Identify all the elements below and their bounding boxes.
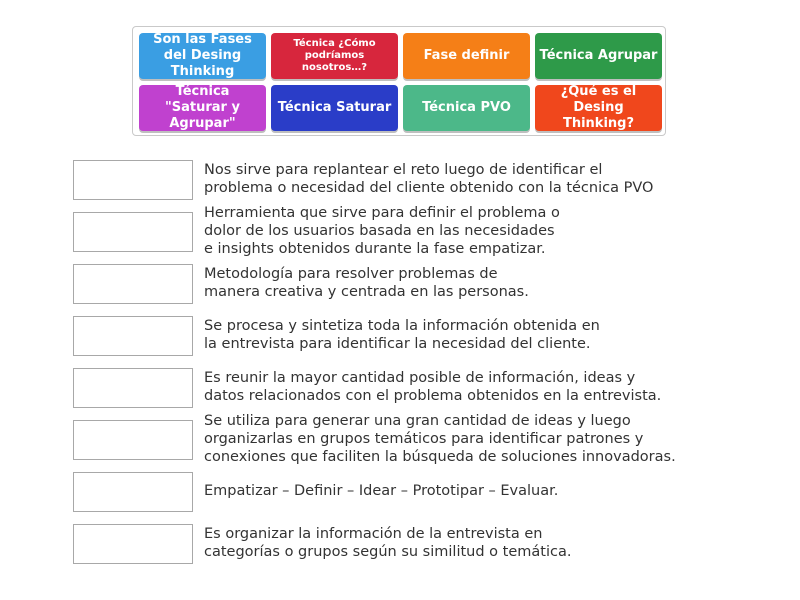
- tile-fases-design-thinking[interactable]: Son las Fases del Desing Thinking: [139, 33, 266, 79]
- definition-text-5: Es reunir la mayor cantidad posible de información, ideas y datos relacionados con el problema obtenidos en la entrevista.: [204, 370, 662, 404]
- drop-slot-7[interactable]: [73, 472, 193, 512]
- definition-text-3: Metodología para resolver problemas de manera creativa y centrada en las personas.: [204, 266, 529, 300]
- definition-text-4: Se procesa y sintetiza toda la información obtenida en la entrevista para identificar la necesidad del cliente.: [204, 318, 600, 352]
- definition-text-6: Se utiliza para generar una gran cantidad de ideas y luego organizarlas en grupos temáticos para identificar patrones y conexiones que faciliten la búsqueda de soluciones innovadoras.: [204, 413, 676, 465]
- tile-tecnica-como-podriamos[interactable]: Técnica ¿Cómo podríamos nosotros…?: [271, 33, 398, 79]
- tile-tecnica-saturar[interactable]: Técnica Saturar: [271, 85, 398, 131]
- definition-text-2: Herramienta que sirve para definir el problema o dolor de los usuarios basada en las necesidades e insights obtenidos durante la fase empatizar.: [204, 205, 560, 257]
- drop-slot-3[interactable]: [73, 264, 193, 304]
- tile-tecnica-agrupar[interactable]: Técnica Agrupar: [535, 33, 662, 79]
- definition-text-1: Nos sirve para replantear el reto luego de identificar el problema o necesidad del cliente obtenido con la técnica PVO: [204, 162, 654, 196]
- tile-fase-definir[interactable]: Fase definir: [403, 33, 530, 79]
- definition-text-8: Es organizar la información de la entrevista en categorías o grupos según su similitud o temática.: [204, 526, 572, 560]
- tile-que-es-design-thinking[interactable]: ¿Qué es el Desing Thinking?: [535, 85, 662, 131]
- drop-slot-6[interactable]: [73, 420, 193, 460]
- drop-slot-4[interactable]: [73, 316, 193, 356]
- drop-slot-8[interactable]: [73, 524, 193, 564]
- drop-slot-2[interactable]: [73, 212, 193, 252]
- drop-slot-1[interactable]: [73, 160, 193, 200]
- answer-tile-bank: [132, 26, 666, 136]
- tile-tecnica-pvo[interactable]: Técnica PVO: [403, 85, 530, 131]
- definition-text-7: Empatizar – Definir – Idear – Prototipar – Evaluar.: [204, 483, 559, 499]
- drop-slot-5[interactable]: [73, 368, 193, 408]
- tile-tecnica-saturar-agrupar[interactable]: Técnica "Saturar y Agrupar": [139, 85, 266, 131]
